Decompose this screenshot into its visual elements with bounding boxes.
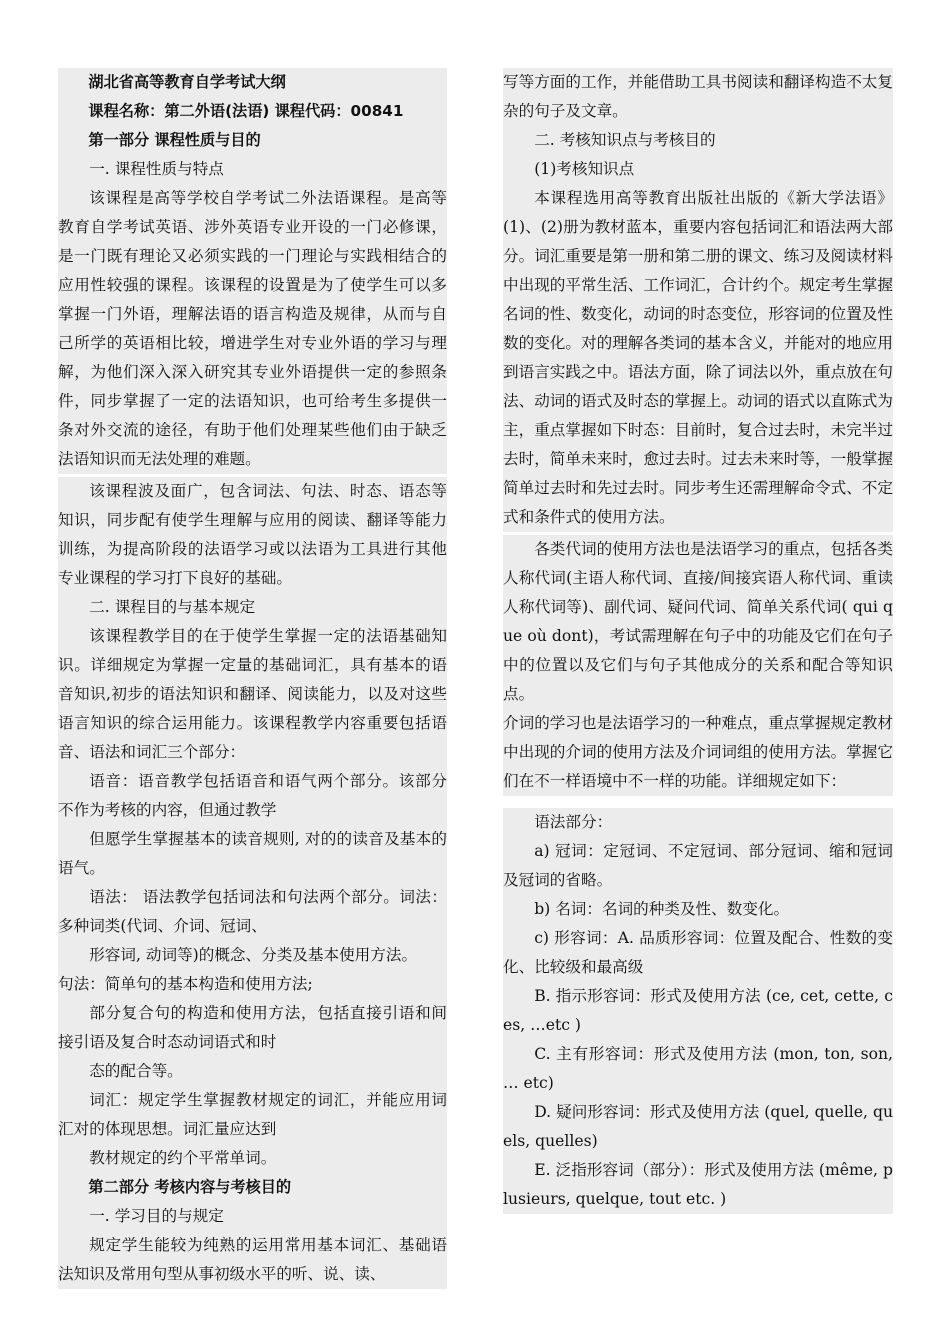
paragraph: 语法： 语法教学包括词法和句法两个部分。词法：多种词类(代词、介词、冠词、 xyxy=(58,883,447,941)
list-item: c) 形容词：A. 品质形容词：位置及配合、性数的变化、比较级和最高级 xyxy=(503,924,893,982)
right-column xyxy=(503,68,893,1214)
paragraph: 教材规定的约个平常单词。 xyxy=(58,1144,447,1173)
section-heading: 一. 课程性质与特点 xyxy=(58,155,447,184)
paragraph: 态的配合等。 xyxy=(58,1057,447,1086)
paragraph: 词汇：规定学生掌握教材规定的词汇，并能应用词汇对的体现思想。词汇量应达到 xyxy=(58,1086,447,1144)
paragraph: 形容词, 动词等)的概念、分类及基本使用方法。 xyxy=(58,941,447,970)
grammar-heading: 语法部分： xyxy=(503,808,893,837)
list-item: b) 名词：名词的种类及性、数变化。 xyxy=(503,895,893,924)
paragraph: 规定学生能较为纯熟的运用常用基本词汇、基础语法知识及常用句型从事初级水平的听、说、读、 xyxy=(58,1231,447,1289)
part-two-heading: 第二部分 考核内容与考核目的 xyxy=(58,1173,447,1202)
list-item: B. 指示形容词：形式及使用方法 (ce, cet, cette, ces, …etc ) xyxy=(503,982,893,1040)
subsection-heading: (1)考核知识点 xyxy=(503,155,893,184)
paragraph: 句法：简单句的基本构造和使用方法; xyxy=(58,970,447,999)
paragraph: 各类代词的使用方法也是法语学习的重点，包括各类人称代词(主语人称代词、直接/间接宾语人称代词、重读人称代词等)、副代词、疑问代词、简单关系代词( qui que où dont)，考试需理解在句子中的功能及它们在句子中的位置以及它们与句子其他成分的关系和配合等知识点。 xyxy=(503,535,893,709)
list-item: E. 泛指形容词（部分）：形式及使用方法 (même, plusieurs, quelque, tout etc. ) xyxy=(503,1156,893,1214)
list-item: C. 主有形容词：形式及使用方法 (mon, ton, son, … etc) xyxy=(503,1040,893,1098)
paragraph: 该课程波及面广，包含词法、句法、时态、语态等知识，同步配有使学生理解与应用的阅读、翻译等能力训练，为提高阶段的法语学习或以法语为工具进行其他专业课程的学习打下良好的基础。 xyxy=(58,477,447,593)
paragraph: 语音：语音教学包括语音和语气两个部分。该部分不作为考核的内容，但通过教学 xyxy=(58,767,447,825)
left-column xyxy=(58,68,447,1289)
paragraph: 写等方面的工作，并能借助工具书阅读和翻译构造不太复杂的句子及文章。 xyxy=(503,68,893,126)
doc-title: 湖北省高等教育自学考试大纲 xyxy=(58,68,447,97)
section-heading: 二. 考核知识点与考核目的 xyxy=(503,126,893,155)
part-one-heading: 第一部分 课程性质与目的 xyxy=(58,126,447,155)
paragraph: 该课程是高等学校自学考试二外法语课程。是高等教育自学考试英语、涉外英语专业开设的一门必修课，是一门既有理论又必须实践的一门理论与实践相结合的应用性较强的课程。该课程的设置是为了使学生可以多掌握一门外语，理解法语的语言构造及规律，从而与自己所学的英语相比较，增进学生对专业外语的学习与理解，为他们深入深入研究其专业外语提供一定的参照条件，同步掌握了一定的法语知识，也可给考生多提供一条对外交流的途径，有助于他们处理某些他们由于缺乏法语知识而无法处理的难题。 xyxy=(58,184,447,474)
course-info: 课程名称：第二外语(法语) 课程代码：00841 xyxy=(58,97,447,126)
paragraph: 本课程选用高等教育出版社出版的《新大学法语》(1)、(2)册为教材蓝本，重要内容包括词汇和语法两大部分。词汇重要是第一册和第二册的课文、练习及阅读材料中出现的平常生活、工作词汇，合计约个。规定考生掌握名词的性、数变化，动词的时态变位，形容词的位置及性数的变化。对的理解各类词的基本含义，并能对的地应用到语言实践之中。语法方面，除了词法以外，重点放在句法、动词的语式及时态的掌握上。动词的语式以直陈式为主，重点掌握如下时态：目前时，复合过去时，未完半过去时，简单未来时，愈过去时。过去未来时等，一般掌握简单过去时和先过去时。同步考生还需理解命令式、不定式和条件式的使用方法。 xyxy=(503,184,893,532)
paragraph: 部分复合句的构造和使用方法，包括直接引语和间接引语及复合时态动词语式和时 xyxy=(58,999,447,1057)
list-item: D. 疑问形容词：形式及使用方法 (quel, quelle, quels, quelles) xyxy=(503,1098,893,1156)
section-heading: 一. 学习目的与规定 xyxy=(58,1202,447,1231)
spacer xyxy=(503,796,893,808)
list-item: a) 冠词：定冠词、不定冠词、部分冠词、缩和冠词及冠词的省略。 xyxy=(503,837,893,895)
paragraph: 但愿学生掌握基本的读音规则, 对的的读音及基本的语气。 xyxy=(58,825,447,883)
paragraph: 该课程教学目的在于使学生掌握一定的法语基础知识。详细规定为掌握一定量的基础词汇，具有基本的语音知识,初步的语法知识和翻译、阅读能力，以及对这些语言知识的综合运用能力。该课程教学内容重要包括语音、语法和词汇三个部分： xyxy=(58,622,447,767)
section-heading: 二. 课程目的与基本规定 xyxy=(58,593,447,622)
paragraph: 介词的学习也是法语学习的一种难点，重点掌握规定教材中出现的介词的使用方法及介词词组的使用方法。掌握它们在不一样语境中不一样的功能。详细规定如下： xyxy=(503,709,893,796)
